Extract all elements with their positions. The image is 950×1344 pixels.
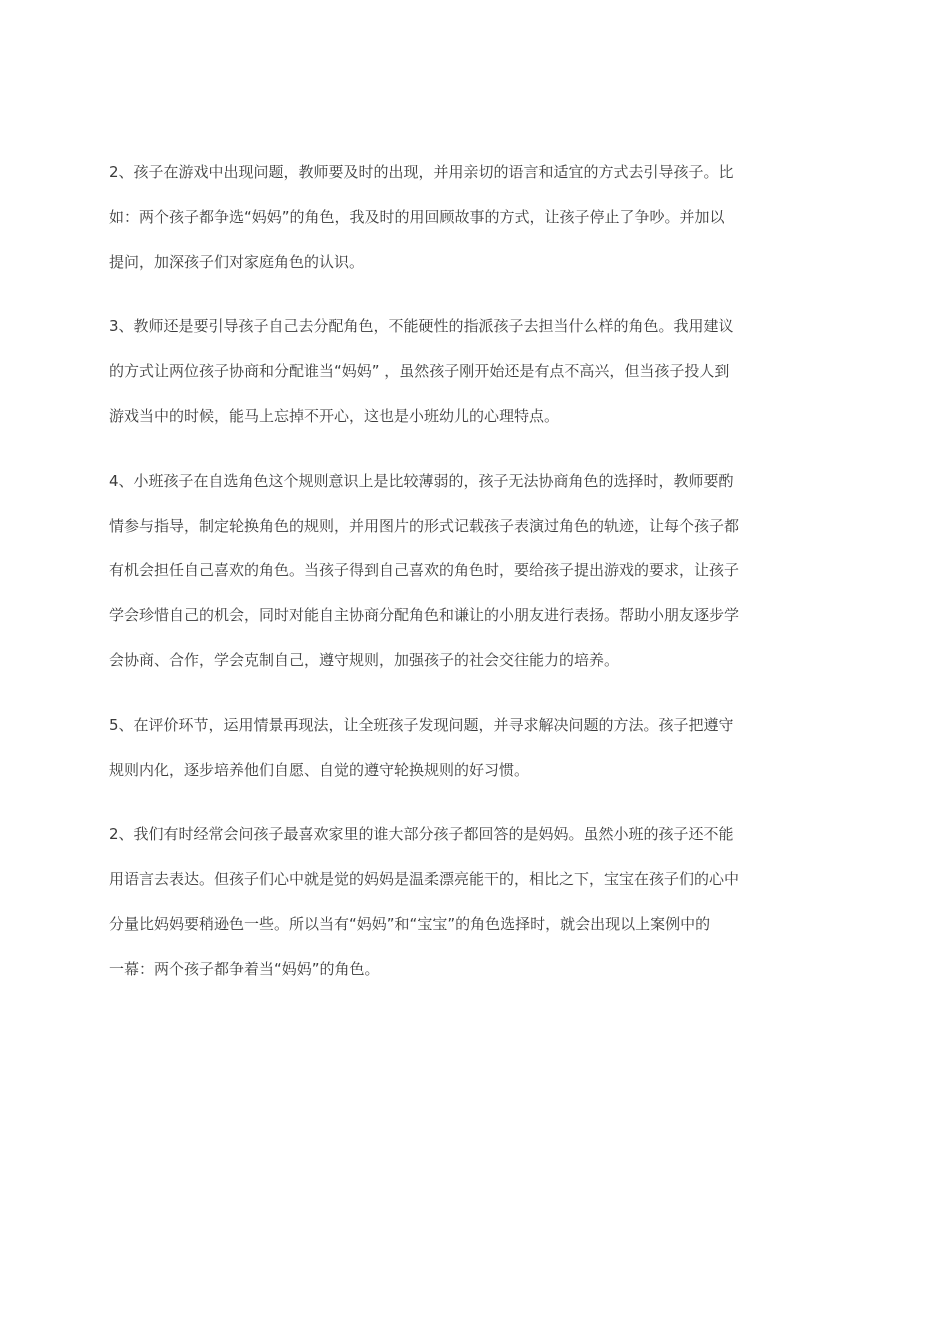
- text-line: 情参与指导，制定轮换角色的规则，并用图片的形式记载孩子表演过角色的轨迹，让每个孩子都: [109, 516, 740, 535]
- paragraph-4-rule-awareness: [109, 459, 741, 683]
- text-line: 提问，加深孩子们对家庭角色的认识。: [109, 252, 365, 271]
- paragraph-2-mother-role: [109, 812, 741, 991]
- text-line: 3、教师还是要引导孩子自己去分配角色，不能硬性的指派孩子去担当什么样的角色。我用建议: [109, 317, 734, 336]
- text-line: 学会珍惜自己的机会，同时对能自主协商分配角色和谦让的小朋友进行表扬。帮助小朋友逐步学: [109, 606, 740, 625]
- text-line: 会协商、合作，学会克制自己，遵守规则，加强孩子的社会交往能力的培养。: [109, 650, 620, 669]
- text-line: 2、我们有时经常会问孩子最喜欢家里的谁大部分孩子都回答的是妈妈。虽然小班的孩子还不能: [109, 825, 734, 844]
- text-line: 的方式让两位孩子协商和分配谁当“妈妈” ，虽然孩子刚开始还是有点不高兴，但当孩子投人到: [109, 362, 730, 381]
- paragraph-2-conflict-guidance: [109, 150, 741, 284]
- text-line: 一幕：两个孩子都争着当“妈妈”的角色。: [109, 959, 380, 978]
- paragraph-5-evaluation: [109, 703, 741, 793]
- text-line: 用语言去表达。但孩子们心中就是觉的妈妈是温柔漂亮能干的，相比之下，宝宝在孩子们的心中: [109, 870, 740, 889]
- text-line: 游戏当中的时候，能马上忘掉不开心，这也是小班幼儿的心理特点。: [109, 406, 560, 425]
- text-line: 如：两个孩子都争选“妈妈”的角色，我及时的用回顾故事的方式，让孩子停止了争吵。并加以: [109, 207, 725, 226]
- text-line: 4、小班孩子在自选角色这个规则意识上是比较薄弱的，孩子无法协商角色的选择时，教师要酌: [109, 471, 734, 490]
- paragraph-3-role-allocation: [109, 304, 741, 438]
- text-line: 5、在评价环节，运用情景再现法，让全班孩子发现问题，并寻求解决问题的方法。孩子把遵守: [109, 715, 734, 734]
- text-line: 分量比妈妈要稍逊色一些。所以当有“妈妈”和“宝宝”的角色选择时，就会出现以上案例中的: [109, 914, 711, 933]
- document-body: [109, 150, 741, 992]
- text-line: 2、孩子在游戏中出现问题，教师要及时的出现，并用亲切的语言和适宜的方式去引导孩子。比: [109, 163, 734, 181]
- text-line: 有机会担任自己喜欢的角色。当孩子得到自己喜欢的角色时，要给孩子提出游戏的要求，让孩子: [109, 561, 740, 580]
- text-line: 规则内化，逐步培养他们自愿、自觉的遵守轮换规则的好习惯。: [109, 760, 530, 779]
